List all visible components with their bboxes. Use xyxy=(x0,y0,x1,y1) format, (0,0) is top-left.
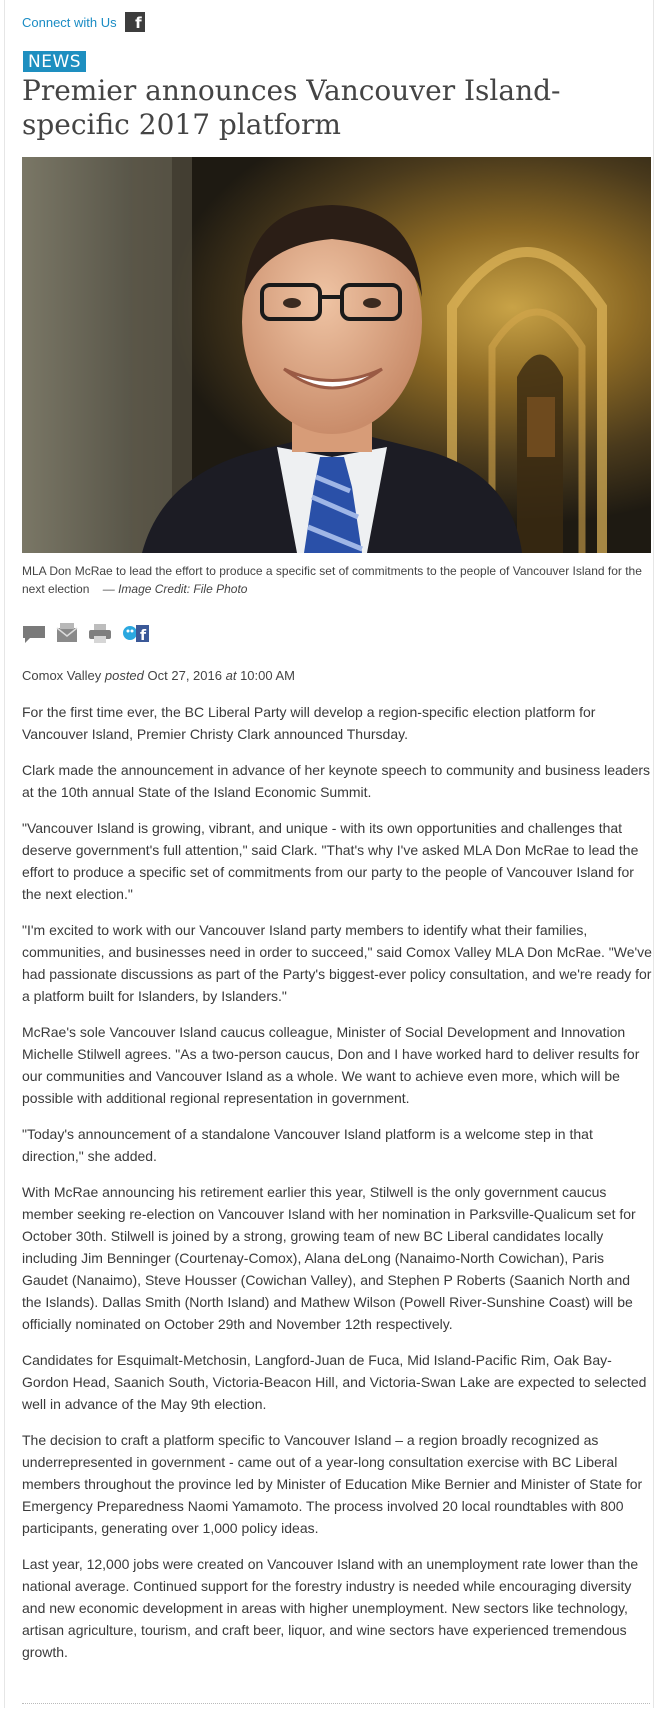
article-paragraph: Clark made the announcement in advance of her keynote speech to community and business leaders at the 10th annual State of the Island Economic Summit. xyxy=(22,762,651,800)
photo-caption xyxy=(22,562,652,598)
article-photo xyxy=(22,157,651,553)
dateline-location: Comox Valley xyxy=(22,668,102,683)
category-badge[interactable]: NEWS xyxy=(23,51,86,72)
article-paragraph: "Vancouver Island is growing, vibrant, and unique - with its own opportunities and challenges that deserve government's full attention," said Clark. "That's why I've asked MLA Don McRae to lead the effort to produce a specific set of commitments from our party to the people of Vancouver Island for the next election." xyxy=(22,820,639,902)
dateline-posted-word: posted xyxy=(104,668,144,683)
print-icon[interactable] xyxy=(88,622,112,649)
article-paragraph: For the first time ever, the BC Liberal Party will develop a region-specific election platform for Vancouver Island, Premier Christy Clark announced Thursday. xyxy=(22,704,596,742)
article-paragraph: "I'm excited to work with our Vancouver Island party members to identify what their families, communities, and businesses need in order to succeed," said Comox Valley MLA Don McRae. "We've had passionate discussions as part of the Party's biggest-ever policy consultation, and we're ready for a platform built for Islanders, by Islanders." xyxy=(22,922,652,1004)
bottom-divider xyxy=(22,1703,650,1704)
share-toolbar xyxy=(22,622,150,649)
svg-text:f: f xyxy=(140,628,147,644)
article-body xyxy=(22,701,652,1677)
article-paragraph: "Today's announcement of a standalone Vancouver Island platform is a welcome step in that direction," she added. xyxy=(22,1126,593,1164)
dateline-at-word: at xyxy=(225,668,237,683)
dateline-date: Oct 27, 2016 xyxy=(147,668,222,683)
dateline-time: 10:00 AM xyxy=(240,668,296,683)
article-paragraph: The decision to craft a platform specific to Vancouver Island – a region broadly recognized as underrepresented in government - came out of a year-long consultation exercise with BC Liberal members throughout the province led by Minister of Education Mike Bernier and Minister of State for Emergency Preparedness Naomi Yamamoto. The process involved 20 local roundtables with 800 participants, generating over 1,000 policy ideas. xyxy=(22,1432,643,1536)
article-title: Premier announces Vancouver Island-specific 2017 platform xyxy=(22,74,561,141)
comment-icon[interactable] xyxy=(22,622,46,649)
article-paragraph: Last year, 12,000 jobs were created on Vancouver Island with an unemployment rate lower than the national average. Continued support for the forestry industry is needed while encouraging diversity and new economic development in areas with higher unemployment. New sectors like technology, artisan agriculture, tourism, and craft beer, liquor, and wine sectors have experienced tremendous growth. xyxy=(22,1556,639,1660)
social-share-icon[interactable] xyxy=(122,622,150,649)
caption-text: MLA Don McRae to lead the effort to produce a specific set of commitments to the people of Vancouver Island for the next election xyxy=(22,564,642,596)
image-credit: — Image Credit: File Photo xyxy=(102,582,248,596)
article-paragraph: With McRae announcing his retirement earlier this year, Stilwell is the only government caucus member seeking re-election on Vancouver Island with her nomination in Parksville-Qualicum set for October 30th. Stilwell is joined by a strong, growing team of new BC Liberal candidates locally including Jim Benninger (Courtenay-Comox), Alana deLong (Nanaimo-North Cowichan), Paris Gaudet (Nanaimo), Steve Housser (Cowichan Valley), and Stephen P Roberts (Saanich North and the Islands). Dallas Smith (North Island) and Mathew Wilson (Powell River-Sunshine Coast) will be officially nominated on October 29th and November 12th respectively. xyxy=(22,1184,636,1332)
email-icon[interactable] xyxy=(56,622,78,649)
article-paragraph: McRae's sole Vancouver Island caucus colleague, Minister of Social Development and Innovation Michelle Stilwell agrees. "As a two-person caucus, Don and I have worked hard to deliver results for our communities and Vancouver Island as a whole. We want to achieve even more, which will be possible with additional regional representation in government. xyxy=(22,1024,640,1106)
article-paragraph: Candidates for Esquimalt-Metchosin, Langford-Juan de Fuca, Mid Island-Pacific Rim, Oak Bay-Gordon Head, Saanich South, Victoria-Beacon Hill, and Victoria-Swan Lake are expected to selected well in advance of the May 9th election. xyxy=(22,1352,647,1412)
article-dateline xyxy=(22,668,295,683)
facebook-icon[interactable]: f xyxy=(125,12,145,32)
connect-with-us[interactable] xyxy=(22,12,145,32)
connect-with-us-link[interactable]: Connect with Us xyxy=(22,14,117,30)
